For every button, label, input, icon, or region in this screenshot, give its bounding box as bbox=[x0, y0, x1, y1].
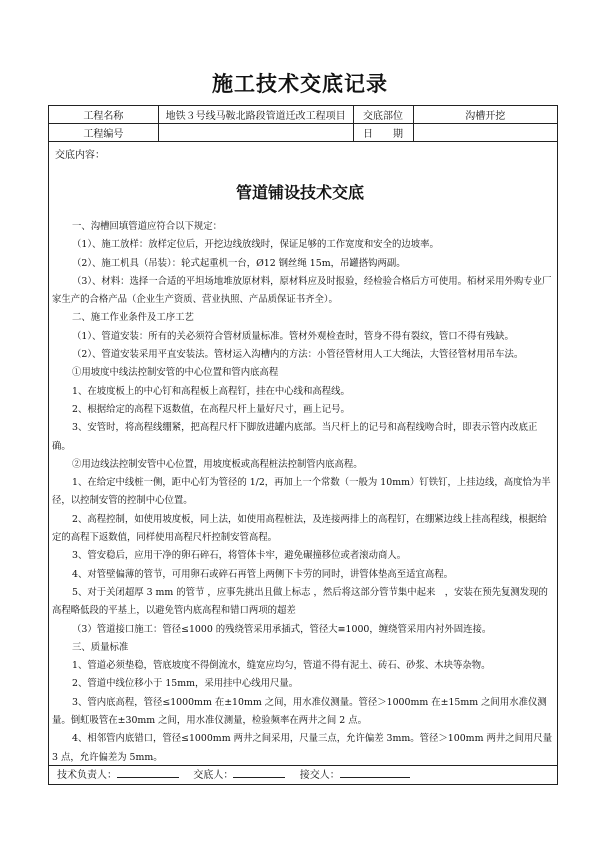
date-value bbox=[413, 124, 558, 142]
project-no-label: 工程编号 bbox=[49, 124, 159, 142]
tech-lead-line bbox=[117, 766, 179, 778]
paragraph: 一、沟槽回填管道应符合以下规定： bbox=[72, 221, 223, 232]
paragraph: 2、高程控制，如使用坡度板，同上法，如使用高程桩法，及连接两排上的高程钉，在绷紧边线上挂高程线，根据给定的高程下返数值，同样使用高程尺杆控制安管高程。 bbox=[52, 513, 547, 544]
paragraph: 3、管安稳后，应用干净的卵石碎石，将管体卡牢，避免碾撞移位或者滚动商人。 bbox=[72, 550, 407, 562]
paragraph: 1、在坡度板上的中心钉和高程板上高程钉，挂在中心线和高程线。 bbox=[72, 385, 350, 397]
paragraph: 三、质量标准 bbox=[72, 641, 129, 653]
paragraph: 3、管内底高程，管径≤1000mm 在±10mm 之间，用水准仪测量。管径＞1000mm 在±15mm 之间用水准仪测量。倒虹吸管在±30mm 之间，用水准仪测量，检验频率在两井之间 2 点。 bbox=[52, 696, 547, 727]
receiver-line bbox=[340, 766, 410, 778]
paragraph: 4、相邻管内底错口，管径≤1000mm 两井之间采用，尺量三点，允许偏差 3mm。管径＞100mm 两井之间用尺量 3 点，允许偏差为 5mm。 bbox=[52, 733, 553, 763]
header-row-number bbox=[49, 124, 558, 142]
header-row-project bbox=[49, 106, 558, 124]
project-name-value: 地铁３号线马鞍北路段管道迁改工程项目 bbox=[158, 106, 353, 124]
content-label: 交底内容： bbox=[55, 150, 105, 161]
handover-line bbox=[233, 766, 285, 778]
paragraph: 1、管道必须垫稳，管底坡度不得倒流水，缝宽应均匀，管道不得有泥土、砖石、砂浆、木块等杂物。 bbox=[72, 660, 491, 672]
page-title: 施工技术交底记录 bbox=[212, 71, 388, 96]
project-name-label: 工程名称 bbox=[49, 106, 159, 124]
paragraph: （3）、材料：选择一合适的平坦场地堆放原材料，原材料应及时报验，经检验合格后方可使用。栢材采用外购专业厂家生产的合格产品（企业生产资质、营业执照、产品质保证书齐全）。 bbox=[52, 275, 552, 306]
doc-title: 管道铺设技术交底 bbox=[235, 183, 364, 202]
paragraph: （3）管道接口施工：管径≤1000 的残绕管采用承插式，管径大≡1000，缠绕管采用内衬外固连接。 bbox=[72, 623, 492, 635]
project-no-value bbox=[158, 124, 353, 142]
paragraph: 二、施工作业条件及工序工艺 bbox=[72, 312, 194, 324]
header-table bbox=[48, 105, 558, 142]
section-value: 沟槽开挖 bbox=[413, 106, 558, 124]
section-label: 交底部位 bbox=[353, 106, 413, 124]
signature-footer bbox=[48, 765, 558, 785]
receiver-label: 接交人： bbox=[299, 770, 340, 781]
date-label: 日 期 bbox=[353, 124, 413, 142]
paragraph: （2）、管道安装采用平直安装法。管材运入沟槽内的方法：小管径管材用人工大绳法，大管径管材用吊车法。 bbox=[72, 349, 524, 361]
tech-lead-label: 技术负责人： bbox=[57, 770, 117, 781]
paragraph: 2、管道中线位移小于 15mm，采用挂中心线用尺量。 bbox=[72, 678, 299, 690]
paragraph: ①用坡度中线法控制安管的中心位置和管内底高程 bbox=[72, 367, 279, 379]
paragraph: ②用边线法控制安管中心位置，用坡度板或高程桩法控制管内底高程。 bbox=[72, 458, 363, 470]
paragraph: （2）、施工机具（吊装）：轮式起重机一台，Ø12 钢丝绳 15m，吊罐搭钩两副。 bbox=[72, 257, 406, 269]
paragraph: （1）、管道安装：所有的关必须符合管材质量标准。管材外观检查时，管身不得有裂纹，管口不得有残缺。 bbox=[72, 330, 514, 342]
handover-label: 交底人： bbox=[193, 770, 234, 781]
paragraph: 5、对于关闭超厚 3 mm 的管节 ，应事先挑出且做上标志 ，然后将这部分管节集中起来 ，安装在预先复测发现的高程略低段的平基上，以避免管内底高程和错口两项的超差 bbox=[52, 586, 548, 617]
body-text bbox=[52, 218, 554, 767]
paragraph: 4、对管壁偏薄的管节，可用卵石或碎石再管上两侧下卡劳的同时，讲管体垫高至适宜高程。 bbox=[72, 568, 453, 580]
paragraph: 3、安管时，将高程线绷紧，把高程尺杆下脚放进罐内底部。当尺杆上的记号和高程线吻合时，即表示管内改底正确。 bbox=[52, 422, 538, 452]
paragraph: 1、在给定中线桩一侧，距中心钉为管径的 1/2，再加上一个常数（一般为 10mm）钉铁钉，上挂边线，高度恰为半径，以控制安管的控制中心位置。 bbox=[52, 477, 551, 507]
paragraph: （1）、施工放样：放样定位后，开挖边线放线时，保证足够的工作宽度和安全的边坡率。 bbox=[72, 239, 439, 251]
paragraph: 2、根据给定的高程下返数值，在高程尺杆上量好尺寸，画上记号。 bbox=[72, 403, 350, 415]
